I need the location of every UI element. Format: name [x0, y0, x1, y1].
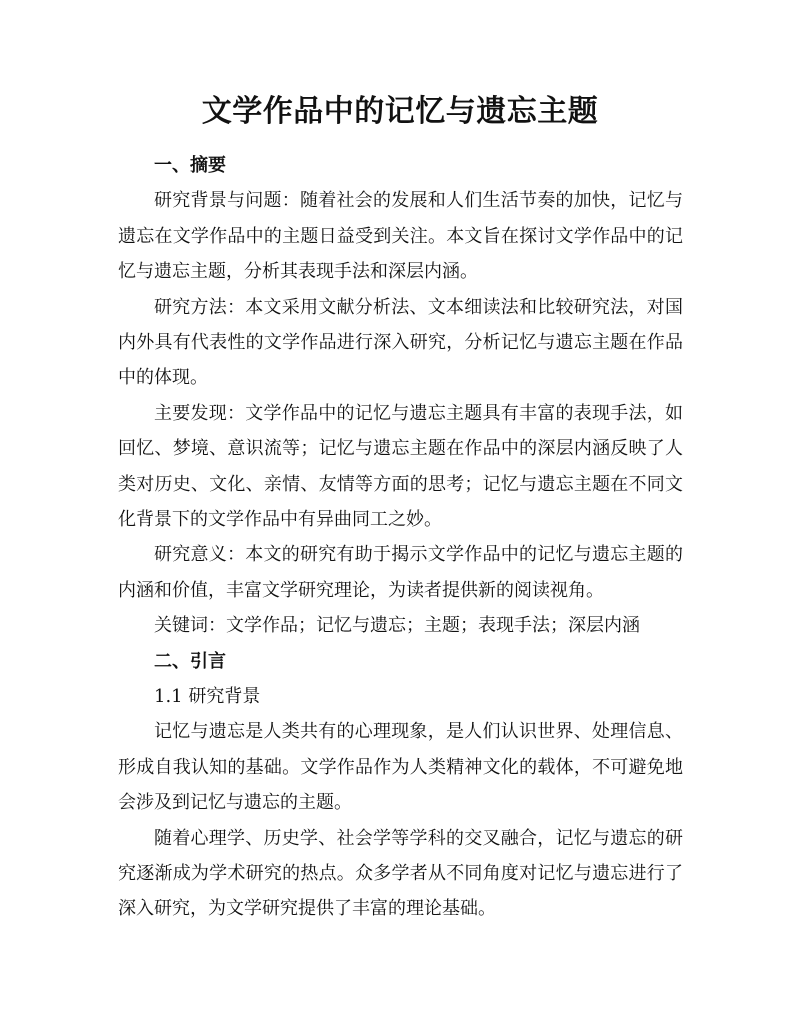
- abstract-paragraph-background: 研究背景与问题：随着社会的发展和人们生活节奏的加快，记忆与遗忘在文学作品中的主题日益受到关注。本文旨在探讨文学作品中的记忆与遗忘主题，分析其表现手法和深层内涵。: [118, 190, 683, 283]
- abstract-paragraph-methods: 研究方法：本文采用文献分析法、文本细读法和比较研究法，对国内外具有代表性的文学作品进行深入研究，分析记忆与遗忘主题在作品中的体现。: [118, 296, 683, 389]
- abstract-paragraph-significance: 研究意义：本文的研究有助于揭示文学作品中的记忆与遗忘主题的内涵和价值，丰富文学研究理论，为读者提供新的阅读视角。: [118, 544, 683, 601]
- abstract-heading: 一、摘要: [154, 155, 226, 176]
- research-background-subheading: 1.1 研究背景: [154, 686, 261, 708]
- document-title: 文学作品中的记忆与遗忘主题: [201, 94, 599, 129]
- introduction-paragraph-2: 随着心理学、历史学、社会学等学科的交叉融合，记忆与遗忘的研究逐渐成为学术研究的热点。众多学者从不同角度对记忆与遗忘进行了深入研究，为文学研究提供了丰富的理论基础。: [118, 827, 683, 920]
- abstract-paragraph-findings: 主要发现：文学作品中的记忆与遗忘主题具有丰富的表现手法，如回忆、梦境、意识流等；记忆与遗忘主题在作品中的深层内涵反映了人类对历史、文化、亲情、友情等方面的思考；记忆与遗忘主题在不同文化背景下的文学作品中有异曲同工之妙。: [118, 402, 683, 531]
- introduction-heading: 二、引言: [154, 650, 226, 672]
- keywords-line: 关键词：文学作品；记忆与遗忘；主题；表现手法；深层内涵: [154, 615, 640, 637]
- introduction-paragraph-1: 记忆与遗忘是人类共有的心理现象，是人们认识世界、处理信息、形成自我认知的基础。文学作品作为人类精神文化的载体，不可避免地会涉及到记忆与遗忘的主题。: [118, 721, 683, 814]
- document-body: [118, 148, 683, 927]
